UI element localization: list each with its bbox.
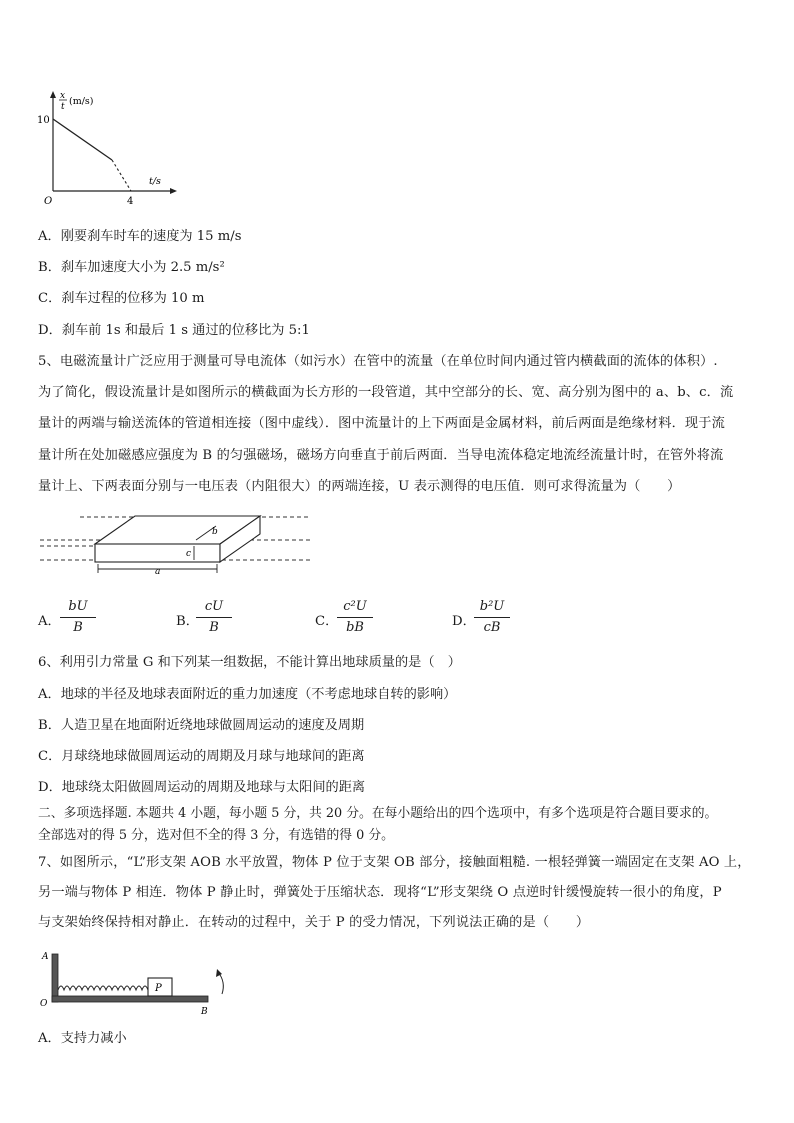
label-point-b: B xyxy=(201,1007,208,1017)
label-b: b xyxy=(212,527,218,537)
q7-stem-line-2: 另一端与物体 P 相连．物体 P 静止时，弹簧处于压缩状态．现将“L”形支架绕 O 点逆时针缓慢旋转一很小的角度，P xyxy=(38,885,722,900)
section2-line-1: 二、多项选择题. 本题共 4 小题，每小题 5 分，共 20 分。在每小题给出的四个选项中，有多个选项是符合题目要求的。 xyxy=(38,806,718,821)
q5-option-d-fraction xyxy=(470,598,514,637)
q5-option-a-numerator: bU xyxy=(68,599,88,614)
q5-option-d-label: D． xyxy=(452,614,476,629)
section2-line-2: 全部选对的得 5 分，选对但不全的得 3 分，有选错的得 0 分。 xyxy=(38,828,394,843)
q6-option-b: B．人造卫星在地面附近绕地球做圆周运动的速度及周期 xyxy=(38,718,365,733)
q7-option-a: A．支持力减小 xyxy=(38,1031,127,1046)
q5-stem-line-1: 5、电磁流量计广泛应用于测量可导电流体（如污水）在管中的流量（在单位时间内通过管内横截面的流体的体积）. xyxy=(38,354,718,369)
q5-option-c-numerator: c²U xyxy=(343,599,367,614)
q7-stem-line-1: 7、如图所示，“L”形支架 AOB 水平放置，物体 P 位于支架 OB 部分，接触面粗糙. 一根轻弹簧一端固定在支架 AO 上， xyxy=(38,855,751,870)
q5-option-c-label: C． xyxy=(315,614,339,629)
x-tick-label: 4 xyxy=(127,196,134,207)
y-unit-numerator: x xyxy=(60,91,66,101)
q5-options xyxy=(38,596,598,642)
q5-option-d-numerator: b²U xyxy=(479,599,505,614)
q5-option-a-denominator: B xyxy=(73,620,83,635)
q5-option-b-label: B． xyxy=(176,614,199,629)
label-a: a xyxy=(155,567,161,577)
q4-option-b: B．刹车加速度大小为 2.5 m/s² xyxy=(38,260,225,275)
support-horizontal-ob xyxy=(52,996,208,1002)
q5-option-a-label: A． xyxy=(38,614,61,629)
xt-graph-figure xyxy=(34,88,184,208)
label-point-o: O xyxy=(40,999,48,1009)
graph-line-dashed xyxy=(112,160,131,191)
q6-option-d: D．地球绕太阳做圆周运动的周期及地球与太阳间的距离 xyxy=(38,780,366,795)
q4-option-c: C．刹车过程的位移为 10 m xyxy=(38,291,205,306)
origin-label: O xyxy=(44,196,53,207)
x-unit: t/s xyxy=(149,176,161,187)
q5-option-d-denominator: cB xyxy=(483,620,501,635)
q5-option-b-fraction xyxy=(192,598,236,637)
q5-option-b-numerator: cU xyxy=(204,599,224,614)
q5-stem-line-3: 量计的两端与输送流体的管道相连接（图中虚线）．图中流量计的上下两面是金属材料，前后两面是绝缘材料．现于流 xyxy=(38,416,725,431)
x-axis-arrow xyxy=(170,188,177,194)
q5-option-c-denominator: bB xyxy=(346,620,364,635)
q4-option-a: A．刚要刹车时车的速度为 15 m/s xyxy=(38,229,242,244)
l-support-figure xyxy=(36,946,236,1018)
q6-option-c: C．月球绕地球做圆周运动的周期及月球与地球间的距离 xyxy=(38,749,365,764)
q6-stem: 6、利用引力常量 G 和下列某一组数据，不能计算出地球质量的是（ ） xyxy=(38,655,461,670)
q5-option-c-fraction xyxy=(333,598,377,637)
graph-line-solid xyxy=(53,119,112,160)
support-vertical-ao xyxy=(52,954,58,1002)
label-point-a: A xyxy=(42,952,49,962)
y-unit-denominator: t xyxy=(61,102,65,112)
fraction-bar xyxy=(60,617,96,618)
q5-stem-line-4: 量计所在处加磁感应强度为 B 的匀强磁场，磁场方向垂直于前后两面．当导电流体稳定地流经流量计时，在管外将流 xyxy=(38,448,724,463)
box-front-face xyxy=(95,544,220,562)
label-block-p: P xyxy=(155,983,162,994)
fraction-bar xyxy=(337,617,373,618)
y-unit: (m/s) xyxy=(69,96,94,107)
q6-option-a: A．地球的半径及地球表面附近的重力加速度（不考虑地球自转的影响） xyxy=(38,687,457,702)
y-tick-label: 10 xyxy=(37,115,50,126)
fraction-bar xyxy=(474,617,510,618)
q5-option-a-fraction xyxy=(56,598,100,637)
fraction-bar xyxy=(196,617,232,618)
label-c: c xyxy=(186,549,192,559)
q5-stem-line-2: 为了简化，假设流量计是如图所示的横截面为长方形的一段管道，其中空部分的长、宽、高分别为图中的 a、b、c．流 xyxy=(38,385,734,400)
q7-stem-line-3: 与支架始终保持相对静止．在转动的过程中，关于 P 的受力情况，下列说法正确的是（ ） xyxy=(38,915,590,930)
q5-stem-line-5: 量计上、下两表面分别与一电压表（内阻很大）的两端连接，U 表示测得的电压值．则可求得流量为（ ） xyxy=(38,479,681,494)
q5-option-b-denominator: B xyxy=(209,620,219,635)
q4-option-d: D．刹车前 1s 和最后 1 s 通过的位移比为 5:1 xyxy=(38,323,310,338)
y-axis-arrow xyxy=(50,91,56,98)
flowmeter-figure xyxy=(40,510,315,580)
